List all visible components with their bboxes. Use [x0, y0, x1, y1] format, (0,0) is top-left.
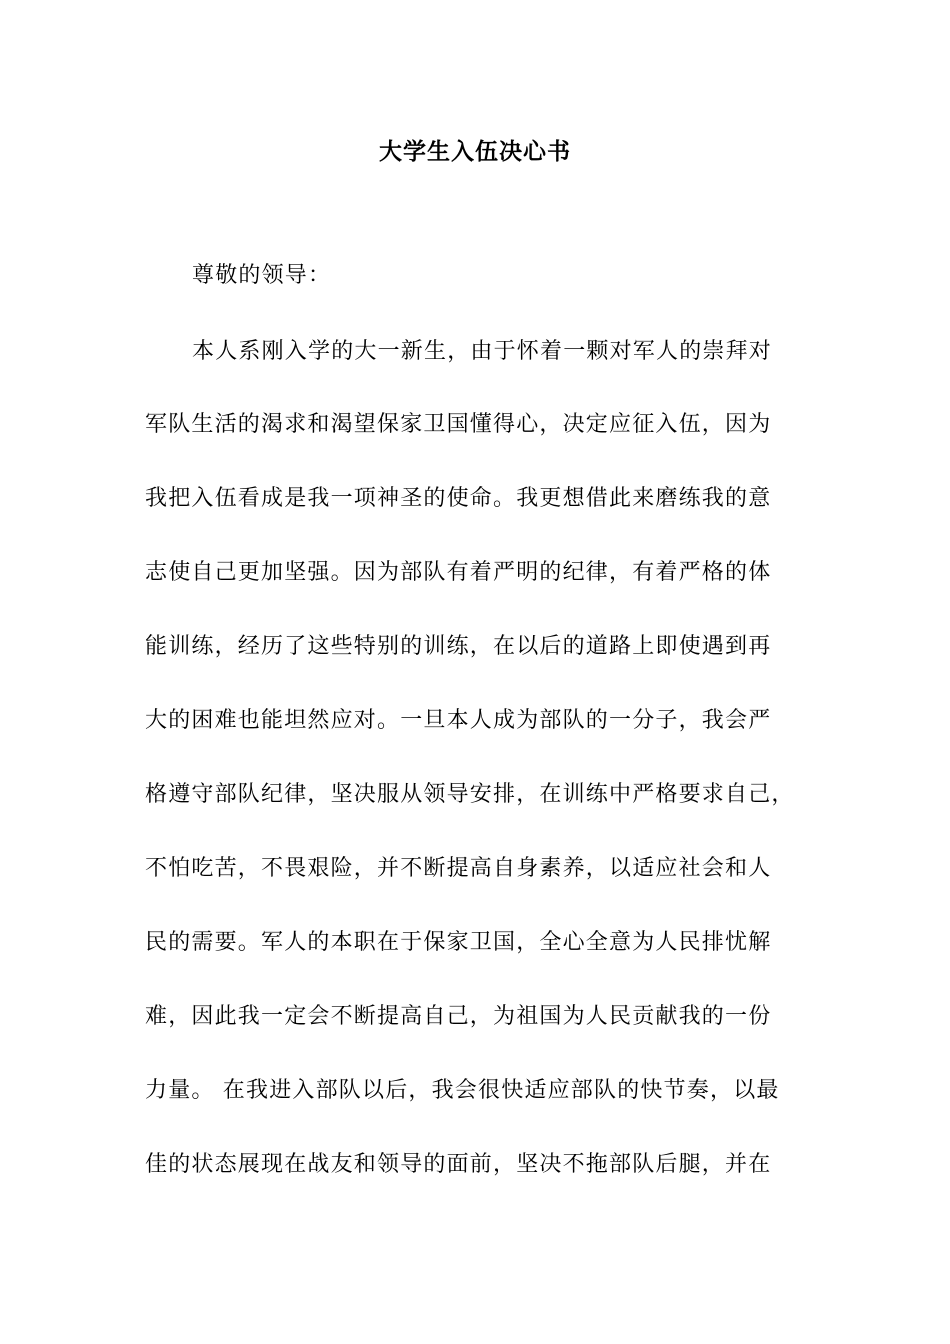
body-line: 格遵守部队纪律，坚决服从领导安排，在训练中严格要求自己，: [145, 782, 795, 807]
body-line: 力量。 在我进入部队以后，我会很快适应部队的快节奏，以最: [145, 1078, 780, 1103]
body-line: 能训练，经历了这些特别的训练，在以后的道路上即使遇到再: [145, 634, 772, 659]
body-line: 军队生活的渴求和渴望保家卫国懂得心，决定应征入伍，因为: [145, 412, 772, 437]
document-title: 大学生入伍决心书: [379, 138, 571, 165]
body-line: 佳的状态展现在战友和领导的面前，坚决不拖部队后腿，并在: [145, 1152, 772, 1177]
body-line: 我把入伍看成是我一项神圣的使命。我更想借此来磨练我的意: [145, 486, 772, 511]
salutation: 尊敬的领导：: [192, 263, 332, 288]
body-line: 志使自己更加坚强。因为部队有着严明的纪律，有着严格的体: [145, 560, 772, 585]
body-line: 不怕吃苦，不畏艰险，并不断提高自身素养，以适应社会和人: [145, 856, 772, 881]
body-line: 本人系刚入学的大一新生，由于怀着一颗对军人的崇拜对: [192, 339, 773, 364]
body-line: 难，因此我一定会不断提高自己，为祖国为人民贡献我的一份: [145, 1004, 772, 1029]
body-line: 民的需要。军人的本职在于保家卫国，全心全意为人民排忧解: [145, 930, 772, 955]
body-line: 大的困难也能坦然应对。一旦本人成为部队的一分子，我会严: [145, 708, 772, 733]
